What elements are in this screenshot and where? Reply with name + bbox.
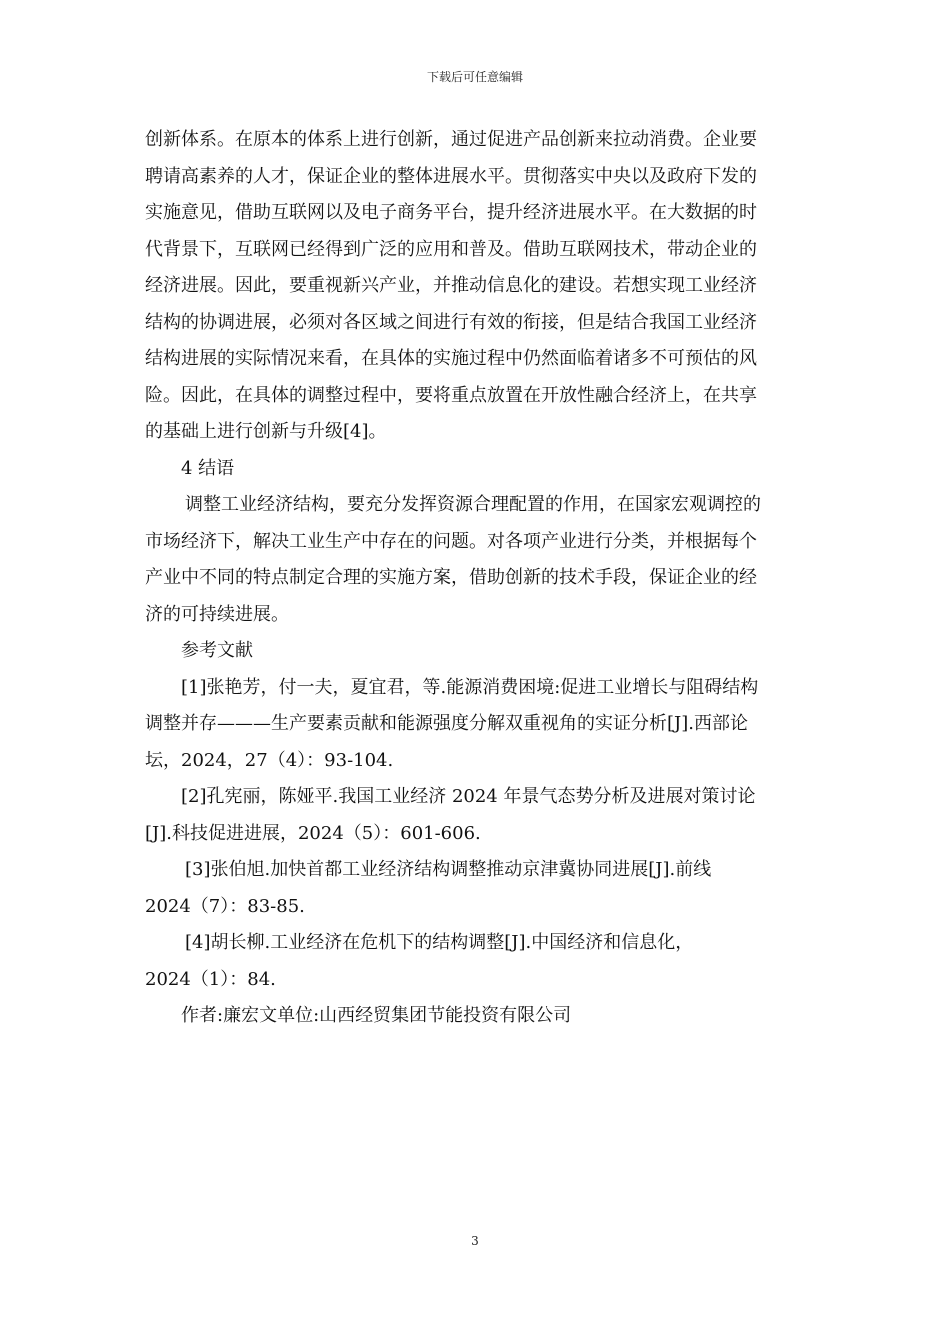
document-body bbox=[145, 122, 807, 1035]
page-header: 下载后可任意编辑 bbox=[426, 70, 523, 84]
reference-item bbox=[145, 670, 807, 780]
reference-line: [J].科技促进进展，2024（5）：601-606. bbox=[145, 822, 481, 844]
text-line: 险。因此，在具体的调整过程中，要将重点放置在开放性融合经济上，在共享 bbox=[145, 384, 757, 406]
text-line: 的基础上进行创新与升级[4]。 bbox=[145, 421, 387, 442]
references-heading bbox=[145, 633, 807, 670]
reference-line: 2024（1）：84. bbox=[145, 968, 276, 990]
section-heading bbox=[145, 451, 807, 488]
reference-line: 坛，2024，27（4）：93-104. bbox=[145, 749, 394, 771]
reference-line: 2024（7）：83-85. bbox=[145, 895, 305, 917]
paragraph-innovation bbox=[145, 122, 807, 451]
reference-line: [3]张伯旭.加快首都工业经济结构调整推动京津冀协同进展[J].前线 bbox=[185, 859, 712, 880]
reference-item bbox=[145, 852, 807, 925]
text-line: 济的可持续进展。 bbox=[145, 603, 289, 625]
text-line: 调整工业经济结构，要充分发挥资源合理配置的作用，在国家宏观调控的 bbox=[185, 494, 761, 515]
text-line: 实施意见，借助互联网以及电子商务平台，提升经济进展水平。在大数据的时 bbox=[145, 202, 757, 223]
paragraph-conclusion bbox=[145, 487, 807, 633]
reference-item bbox=[145, 925, 807, 998]
page-number: 3 bbox=[471, 1234, 479, 1248]
author-line: 作者:廉宏文单位:山西经贸集团节能投资有限公司 bbox=[181, 1005, 572, 1026]
reference-line: [4]胡长柳.工业经济在危机下的结构调整[J].中国经济和信息化， bbox=[185, 932, 694, 953]
reference-line: [1]张艳芳，付一夫，夏宜君，等.能源消费困境:促进工业增长与阻碍结构 bbox=[181, 676, 759, 698]
reference-line: 调整并存———生产要素贡献和能源强度分解双重视角的实证分析[J].西部论 bbox=[145, 713, 748, 734]
text-line: 聘请高素养的人才，保证企业的整体进展水平。贯彻落实中央以及政府下发的 bbox=[145, 165, 757, 187]
reference-line: [2]孔宪丽，陈娅平.我国工业经济 2024 年景气态势分析及进展对策讨论 bbox=[181, 786, 756, 807]
reference-item bbox=[145, 779, 807, 852]
text-line: 经济进展。因此，要重视新兴产业，并推动信息化的建设。若想实现工业经济 bbox=[145, 275, 757, 296]
text-line: 产业中不同的特点制定合理的实施方案，借助创新的技术手段，保证企业的经 bbox=[145, 567, 757, 588]
section-heading-text: 4 结语 bbox=[181, 457, 235, 479]
text-line: 市场经济下，解决工业生产中存在的问题。对各项产业进行分类，并根据每个 bbox=[145, 530, 757, 552]
references-heading-text: 参考文献 bbox=[181, 640, 253, 661]
author-info bbox=[145, 998, 807, 1035]
text-line: 结构进展的实际情况来看，在具体的实施过程中仍然面临着诸多不可预估的风 bbox=[145, 348, 757, 369]
text-line: 代背景下，互联网已经得到广泛的应用和普及。借助互联网技术，带动企业的 bbox=[145, 238, 757, 260]
text-line: 创新体系。在原本的体系上进行创新，通过促进产品创新来拉动消费。企业要 bbox=[145, 129, 757, 150]
text-line: 结构的协调进展，必须对各区域之间进行有效的衔接，但是结合我国工业经济 bbox=[145, 311, 757, 333]
